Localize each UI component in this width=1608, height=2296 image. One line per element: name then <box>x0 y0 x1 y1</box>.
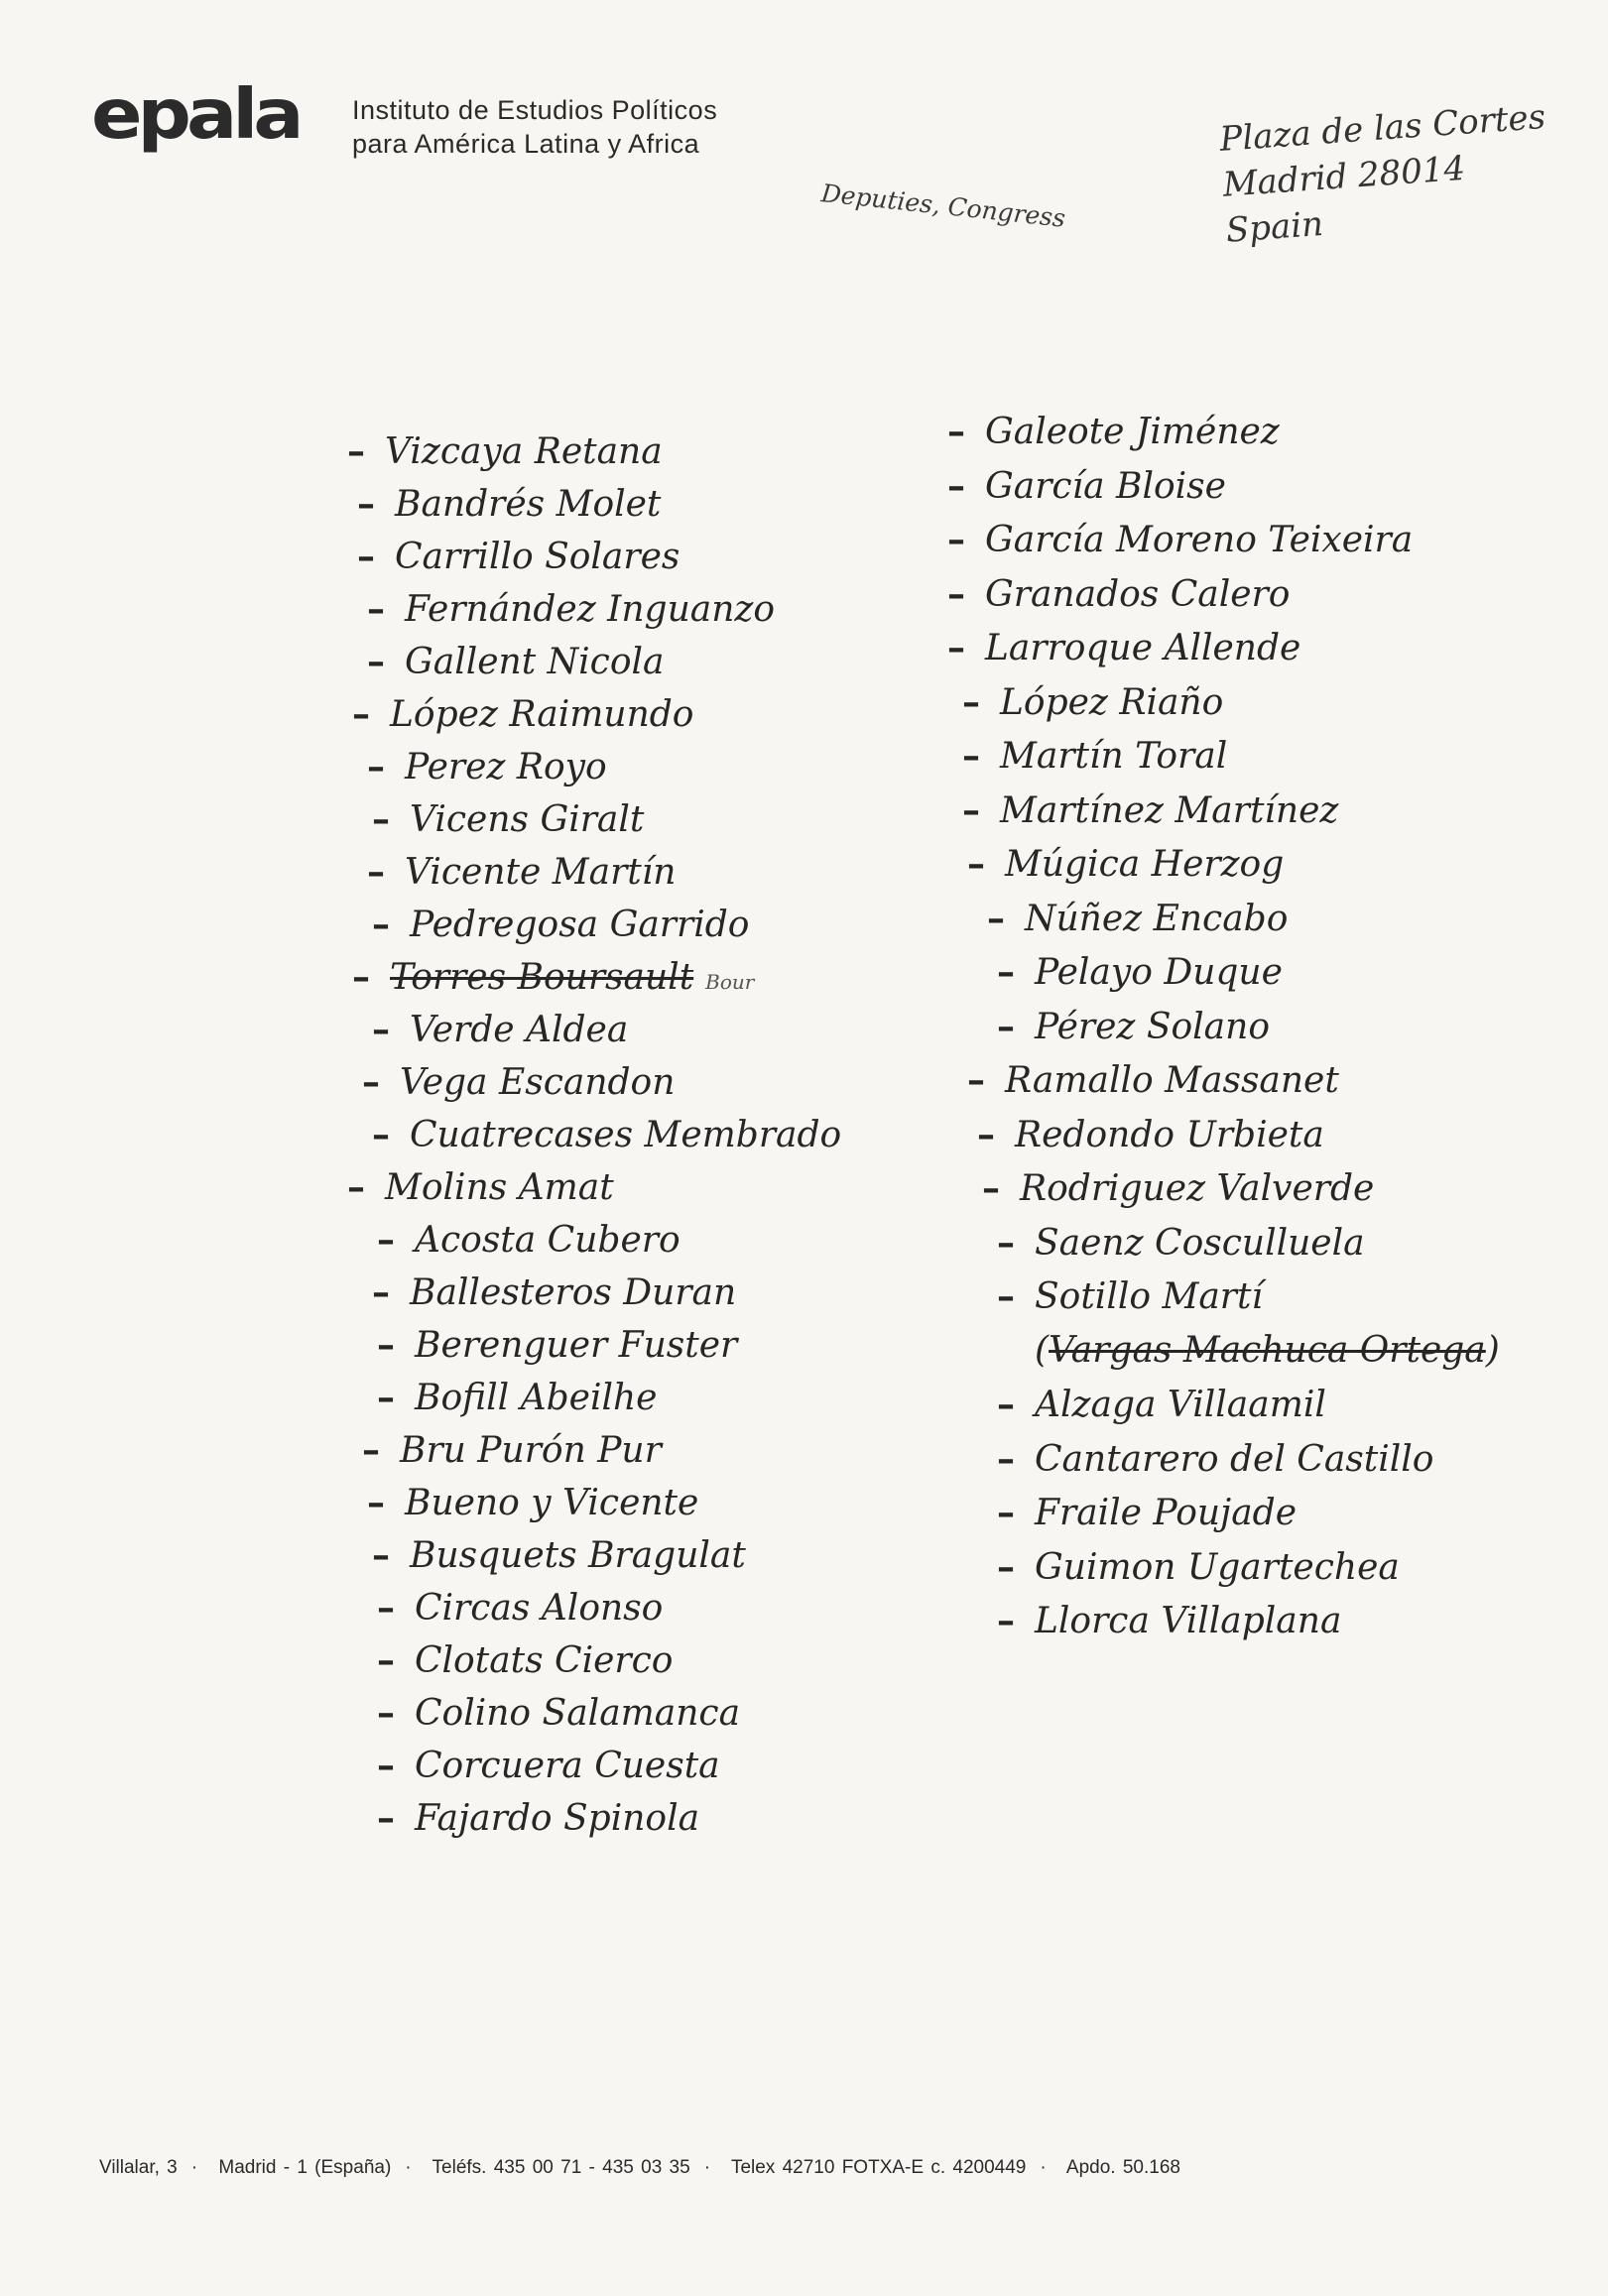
deputy-name: Saenz Cosculluela <box>1035 1222 1365 1264</box>
right-name-item <box>997 1547 1400 1588</box>
check-mark-icon: – <box>372 798 390 840</box>
deputy-name: Pedregosa Garrido <box>410 905 750 945</box>
check-mark-icon: – <box>997 1437 1015 1480</box>
paren-close: ) <box>1485 1329 1500 1371</box>
check-mark-icon: – <box>997 1545 1015 1588</box>
left-name-item <box>367 642 664 682</box>
check-mark-icon: – <box>947 627 965 668</box>
check-mark-icon: – <box>997 1275 1015 1317</box>
institute-name <box>352 93 717 161</box>
check-mark-icon: – <box>377 1745 395 1786</box>
check-mark-icon: – <box>377 1219 395 1261</box>
deputy-name: Cantarero del Castillo <box>1035 1438 1434 1480</box>
check-mark-icon: – <box>947 411 965 452</box>
deputy-name: López Riaño <box>1000 681 1224 723</box>
left-name-item <box>352 957 754 1002</box>
check-mark-icon: – <box>377 1797 395 1839</box>
check-mark-icon: – <box>997 1221 1015 1264</box>
left-name-item <box>372 799 644 840</box>
check-mark-icon: – <box>997 1384 1015 1425</box>
check-mark-icon: – <box>347 430 365 472</box>
footer-telex: Telex 42710 FOTXA-E c. 4200449 <box>730 2157 1027 2178</box>
check-mark-icon: – <box>347 1166 365 1208</box>
left-name-item <box>377 1693 740 1734</box>
right-name-item <box>947 628 1300 668</box>
left-name-item <box>372 1115 841 1155</box>
left-name-item <box>377 1325 737 1366</box>
deputy-name: Ballesteros Duran <box>410 1272 737 1313</box>
deputy-name: Bueno y Vicente <box>405 1483 699 1523</box>
left-name-item <box>367 747 607 787</box>
check-mark-icon: – <box>962 788 980 831</box>
left-name-item <box>377 1798 699 1839</box>
left-name-item <box>367 589 775 630</box>
right-name-item <box>997 1331 1500 1371</box>
deputy-name: Circas Alonso <box>415 1588 664 1629</box>
deputy-name: Bandrés Molet <box>395 484 662 525</box>
check-mark-icon: – <box>987 897 1005 939</box>
check-mark-icon: – <box>377 1377 395 1418</box>
right-name-item <box>997 952 1283 993</box>
right-name-item <box>947 466 1226 507</box>
address-line-3: Spain <box>1224 203 1325 251</box>
handwritten-address <box>1218 94 1553 254</box>
deputy-name: Perez Royo <box>405 747 607 787</box>
deputy-name: Gallent Nicola <box>405 642 665 682</box>
deputy-name: Redondo Urbieta <box>1015 1114 1324 1155</box>
deputy-name: Larroque Allende <box>985 628 1301 668</box>
check-mark-icon: – <box>367 1482 385 1523</box>
check-mark-icon: – <box>962 680 980 723</box>
check-mark-icon: – <box>962 735 980 777</box>
check-mark-icon: – <box>367 851 385 893</box>
deputy-name: García Moreno Teixeira <box>985 520 1414 560</box>
deputy-name: Fraile Poujade <box>1035 1493 1298 1533</box>
deputy-name: Martínez Martínez <box>1000 789 1339 831</box>
deputy-name: Martín Toral <box>1000 736 1228 777</box>
deputy-name: Pérez Solano <box>1035 1006 1271 1047</box>
check-mark-icon: – <box>357 536 375 577</box>
deputy-name: Fernández Inguanzo <box>405 589 776 630</box>
right-name-item <box>982 1168 1374 1209</box>
check-mark-icon: – <box>982 1167 1000 1209</box>
right-name-item <box>997 1601 1341 1641</box>
footer-box: Apdo. 50.168 <box>1065 2157 1180 2178</box>
deputy-name: Galeote Jiménez <box>985 412 1280 452</box>
check-mark-icon: – <box>947 572 965 615</box>
check-mark-icon: – <box>372 1534 390 1576</box>
left-name-item <box>362 1062 675 1103</box>
check-mark-icon: – <box>997 1005 1015 1047</box>
left-name-item <box>347 431 663 472</box>
deputy-name: Molins Amat <box>385 1167 614 1208</box>
institute-line-2: para América Latina y Africa <box>352 129 700 159</box>
address-line-2: Madrid 28014 <box>1221 148 1467 205</box>
left-name-item <box>372 1010 628 1050</box>
right-name-item <box>997 1439 1433 1480</box>
letterhead-footer: Villalar, 3 · Madrid - 1 (España) · Teléfs. 435 00 71 - 435 03 35 · Telex 42710 FOTXA-E c. 4200449 · Apdo. 50.168 <box>99 2157 1180 2178</box>
deputy-name: Pelayo Duque <box>1035 952 1283 993</box>
deputy-name: Vargas Machuca Ortega <box>1049 1329 1486 1371</box>
left-name-item <box>362 1430 662 1471</box>
right-name-item <box>947 520 1413 560</box>
deputy-name: Bofill Abeilhe <box>415 1378 658 1418</box>
deputy-name: Clotats Cierco <box>415 1640 674 1681</box>
deputy-name: Vizcaya Retana <box>385 431 663 472</box>
deputy-name: Granados Calero <box>985 573 1291 615</box>
right-name-item <box>997 1493 1297 1533</box>
deputy-name: Vicente Martín <box>405 852 677 893</box>
paren-open: ( <box>1035 1329 1050 1371</box>
left-name-item <box>367 852 676 893</box>
right-name-item <box>967 1060 1339 1101</box>
deputy-name: Ramallo Massanet <box>1005 1060 1339 1101</box>
deputy-name: Cuatrecases Membrado <box>410 1115 842 1155</box>
deputy-name: Vega Escandon <box>400 1062 676 1103</box>
footer-address: Villalar, 3 <box>99 2157 178 2178</box>
left-name-item <box>357 484 661 525</box>
deputy-name: Busquets Bragulat <box>410 1535 746 1576</box>
margin-note: Bour <box>705 970 755 994</box>
check-mark-icon: – <box>997 1492 1015 1533</box>
check-mark-icon: – <box>997 951 1015 993</box>
left-name-item <box>377 1746 720 1786</box>
deputy-name: Múgica Herzog <box>1005 844 1285 885</box>
right-name-item <box>997 1385 1326 1425</box>
deputy-name: Verde Aldea <box>410 1010 629 1050</box>
left-name-item <box>377 1640 673 1681</box>
deputy-name: Sotillo Martí <box>1035 1276 1263 1317</box>
left-name-item <box>347 1167 614 1208</box>
deputy-name: Colino Salamanca <box>415 1693 741 1734</box>
left-name-item <box>372 1535 746 1576</box>
footer-city: Madrid - 1 (España) <box>218 2157 392 2178</box>
check-mark-icon: – <box>372 1009 390 1050</box>
check-mark-icon: – <box>362 1061 380 1103</box>
check-mark-icon: – <box>352 693 370 735</box>
left-name-item <box>367 1483 698 1523</box>
check-mark-icon: – <box>967 1059 985 1101</box>
right-name-item <box>962 790 1338 831</box>
left-name-item <box>377 1378 657 1418</box>
check-mark-icon: – <box>377 1324 395 1366</box>
deputy-name: Vicens Giralt <box>410 799 645 840</box>
left-name-item <box>377 1220 680 1261</box>
handwritten-note: Deputies, Congress <box>819 179 1067 233</box>
deputy-name: Bru Purón Pur <box>400 1430 662 1471</box>
check-mark-icon: – <box>947 464 965 507</box>
right-name-item <box>997 1007 1270 1047</box>
left-name-item <box>372 1272 736 1313</box>
deputy-name: Corcuera Cuesta <box>415 1746 720 1786</box>
check-mark-icon: – <box>947 519 965 560</box>
right-name-item <box>962 682 1223 723</box>
deputy-name: Núñez Encabo <box>1025 898 1289 939</box>
right-name-item <box>997 1276 1263 1317</box>
deputy-name: Alzaga Villaamil <box>1035 1385 1326 1425</box>
deputy-name: Torres Boursault <box>390 957 694 998</box>
right-name-item <box>962 736 1227 777</box>
left-name-item <box>352 694 693 735</box>
check-mark-icon: – <box>367 588 385 630</box>
deputy-name: Berenguer Fuster <box>415 1325 738 1366</box>
check-mark-icon: – <box>367 641 385 682</box>
footer-phones: Teléfs. 435 00 71 - 435 03 35 <box>432 2157 690 2178</box>
deputy-name: Carrillo Solares <box>395 537 680 577</box>
check-mark-icon: – <box>377 1639 395 1681</box>
epala-logo: epala <box>91 72 300 155</box>
check-mark-icon: – <box>357 483 375 525</box>
deputy-name: López Raimundo <box>390 694 694 735</box>
check-mark-icon: – <box>372 904 390 945</box>
right-name-item <box>987 899 1288 939</box>
right-name-item <box>947 574 1290 615</box>
check-mark-icon: – <box>377 1692 395 1734</box>
check-mark-icon: – <box>967 843 985 885</box>
right-name-item <box>967 844 1284 885</box>
check-mark-icon: – <box>997 1600 1015 1641</box>
deputy-name: Llorca Villaplana <box>1035 1601 1342 1641</box>
left-name-item <box>377 1588 663 1629</box>
right-name-item <box>977 1115 1324 1155</box>
left-name-item <box>372 905 749 945</box>
check-mark-icon: – <box>362 1429 380 1471</box>
check-mark-icon: – <box>372 1271 390 1313</box>
deputy-name: Acosta Cubero <box>415 1220 680 1261</box>
deputy-name: García Bloise <box>985 465 1226 507</box>
address-line-1: Plaza de las Cortes <box>1218 97 1547 160</box>
deputy-name: Fajardo Spinola <box>415 1798 700 1839</box>
deputy-name: Guimon Ugartechea <box>1035 1546 1400 1588</box>
check-mark-icon: – <box>377 1587 395 1629</box>
check-mark-icon: – <box>372 1114 390 1155</box>
check-mark-icon: – <box>367 746 385 787</box>
institute-line-1: Instituto de Estudios Políticos <box>352 95 718 125</box>
check-mark-icon: – <box>352 956 370 998</box>
left-name-item <box>357 537 680 577</box>
check-mark-icon: – <box>977 1113 995 1155</box>
deputy-name: Rodriguez Valverde <box>1020 1168 1375 1209</box>
right-name-item <box>947 412 1280 452</box>
right-name-item <box>997 1223 1365 1264</box>
